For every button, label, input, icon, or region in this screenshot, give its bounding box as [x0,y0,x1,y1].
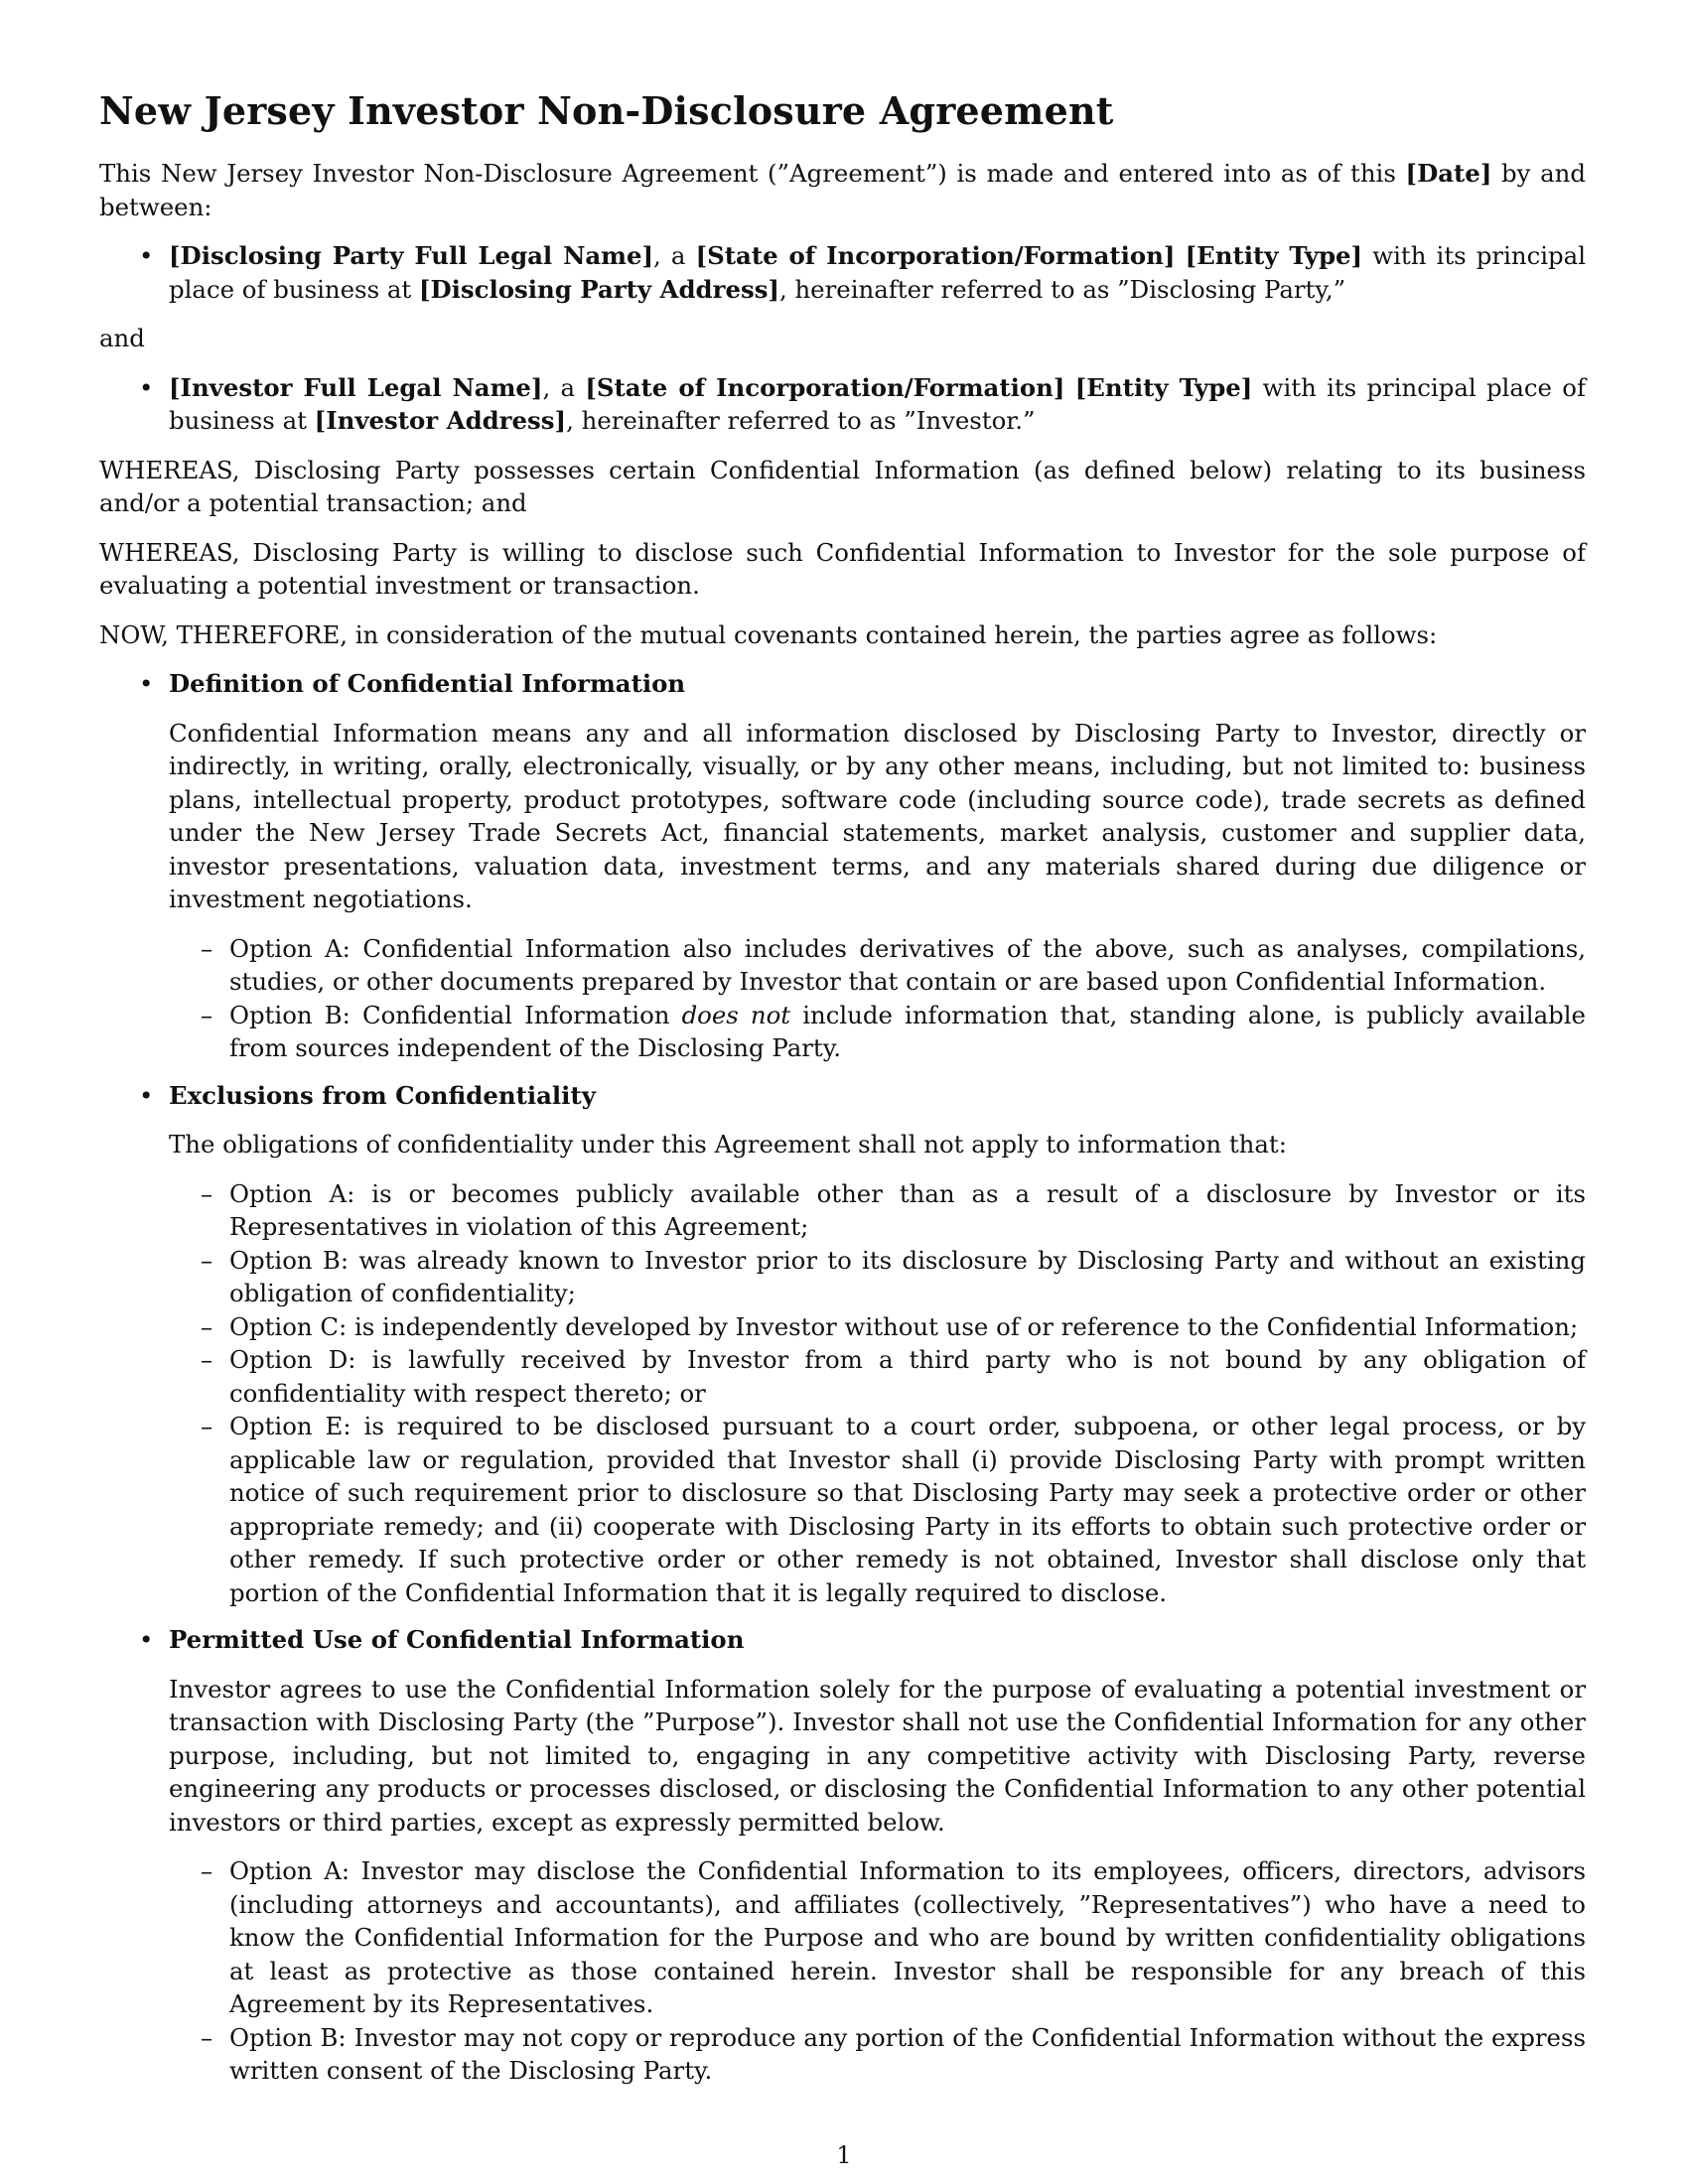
section-heading: • Definition of Confidential Information [169,669,686,698]
document-title: New Jersey Investor Non-Disclosure Agreement [99,88,1114,133]
investor-list [99,371,1586,438]
investor-name-placeholder: [Investor Full Legal Name] [169,372,543,402]
option-item: – Option E: is required to be disclosed pursuant to a court order, subpoena, or other legal process, or by applicable law or regulation, provided that Investor shall (i) provide Disclosing Party with prompt written notice of such requirement prior to disclosure so that Disclosing Party may seek a protective order or other appropriate remedy; and (ii) cooperate with Disclosing Party in its efforts to obtain such protective order or other remedy. If such protective order or other remedy is not obtained, Investor shall disclose only that portion of the Confidential Information that it is legally required to disclose. [169,1410,1586,1609]
and-separator: and [99,324,145,352]
section-body: Investor agrees to use the Confidential Information solely for the purpose of evaluating a potential investment or transaction with Disclosing Party (the ”Purpose”). Investor shall not use the Confidential Information for any other purpose, including, but not limited to, engaging in any competitive activity with Disclosing Party, reverse engineering any products or processes disclosed, or disclosing the Confidential Information to any other potential investors or third parties, except as expressly permitted below. [169,1674,1586,1837]
investor-text: with its principal place of business at [169,372,1586,435]
option-list [169,932,1586,1065]
option-text: Option B: Confidential Information [229,1000,682,1029]
date-placeholder: [Date] [1405,159,1492,188]
option-list [169,1177,1586,1610]
disclosing-party-address-placeholder: [Disclosing Party Address] [418,274,779,304]
page-number: 1 [836,2141,852,2169]
disclosing-party-text: with its principal place of business at [169,241,1586,304]
section-body: Confidential Information means any and all information disclosed by Disclosing Party to Investor, directly or indirectly, in writing, orally, electronically, visually, or by any other means, including, but not limited to: business plans, intellectual property, product prototypes, software code (including source code), trade secrets as defined under the New Jersey Trade Secrets Act, financial statements, market analysis, customer and supplier data, investor presentations, valuation data, investment terms, and any materials shared during due diligence or investment negotiations. [169,718,1586,913]
intro-text-after: by and between: [99,159,1586,221]
disclosing-party-entity-placeholder: [Entity Type] [1185,241,1363,270]
disclosing-party-state-placeholder: [State of Incorporation/Formation] [695,241,1176,270]
disclosing-party-name-placeholder: [Disclosing Party Full Legal Name] [169,241,654,270]
section-heading: • Exclusions from Confidentiality [169,1080,596,1110]
option-text: include information that, standing alone, is publicly available from sources independent of the Disclosing Party. [229,1000,1586,1062]
option-emphasis: does not [681,1000,791,1029]
whereas-clause-1: WHEREAS, Disclosing Party possesses certain Confidential Information (as defined below) relating to its business and/or a potential transaction; and [99,455,1586,517]
disclosing-party-text: , hereinafter referred to as ”Disclosing Party,” [778,274,1346,304]
disclosing-party-list [99,239,1586,306]
whereas-clause-2: WHEREAS, Disclosing Party is willing to disclose such Confidential Information to Investor for the sole purpose of evaluating a potential investment or transaction. [99,537,1586,600]
option-list [169,1854,1586,2088]
option-item [169,999,1586,1065]
document-content [99,87,1586,2102]
option-item: – Option A: is or becomes publicly available other than as a result of a disclosure by Investor or its Representatives in violation of this Agreement; [169,1177,1586,1244]
option-item: – Option B: Investor may not copy or reproduce any portion of the Confidential Information without the express written consent of the Disclosing Party. [169,2021,1586,2088]
now-therefore-clause: NOW, THEREFORE, in consideration of the mutual covenants contained herein, the parties agree as follows: [99,619,1438,649]
disclosing-party-text: , a [653,241,696,270]
disclosing-party-item [99,239,1586,306]
investor-address-placeholder: [Investor Address] [314,406,567,435]
section-definition [99,667,1586,1065]
option-item: – Option A: Confidential Information also includes derivatives of the above, such as analyses, compilations, studies, or other documents prepared by Investor that contain or are based upon Confidential Information. [169,932,1586,999]
section-permitted-use [99,1623,1586,2088]
investor-item [99,371,1586,438]
intro-paragraph [99,157,1586,223]
section-heading: • Permitted Use of Confidential Information [169,1625,745,1654]
investor-text: , hereinafter referred to as ”Investor.” [566,406,1036,435]
option-item: – Option D: is lawfully received by Investor from a third party who is not bound by any obligation of confidentiality with respect thereto; or [169,1343,1586,1410]
investor-entity-placeholder: [Entity Type] [1074,372,1253,402]
investor-state-placeholder: [State of Incorporation/Formation] [585,372,1065,402]
investor-text: , a [542,372,586,402]
section-exclusions [99,1079,1586,1610]
option-item: – Option A: Investor may disclose the Confidential Information to its employees, officers, directors, advisors (including attorneys and accountants), and affiliates (collectively, ”Representatives”) who have a need to know the Confidential Information for the Purpose and who are bound by written confidentiality obligations at least as protective as those contained herein. Investor shall be responsible for any breach of this Agreement by its Representatives. [169,1854,1586,2021]
intro-text-before: This New Jersey Investor Non-Disclosure Agreement (”Agreement”) is made and entered into as of this [99,159,1406,188]
option-item: – Option B: was already known to Investor prior to its disclosure by Disclosing Party and without an existing obligation of confidentiality; [169,1244,1586,1310]
option-item: – Option C: is independently developed by Investor without use of or reference to the Confidential Information; [169,1310,1586,1344]
sections-list [99,667,1586,2088]
section-body: The obligations of confidentiality under this Agreement shall not apply to information that: [169,1130,1287,1159]
